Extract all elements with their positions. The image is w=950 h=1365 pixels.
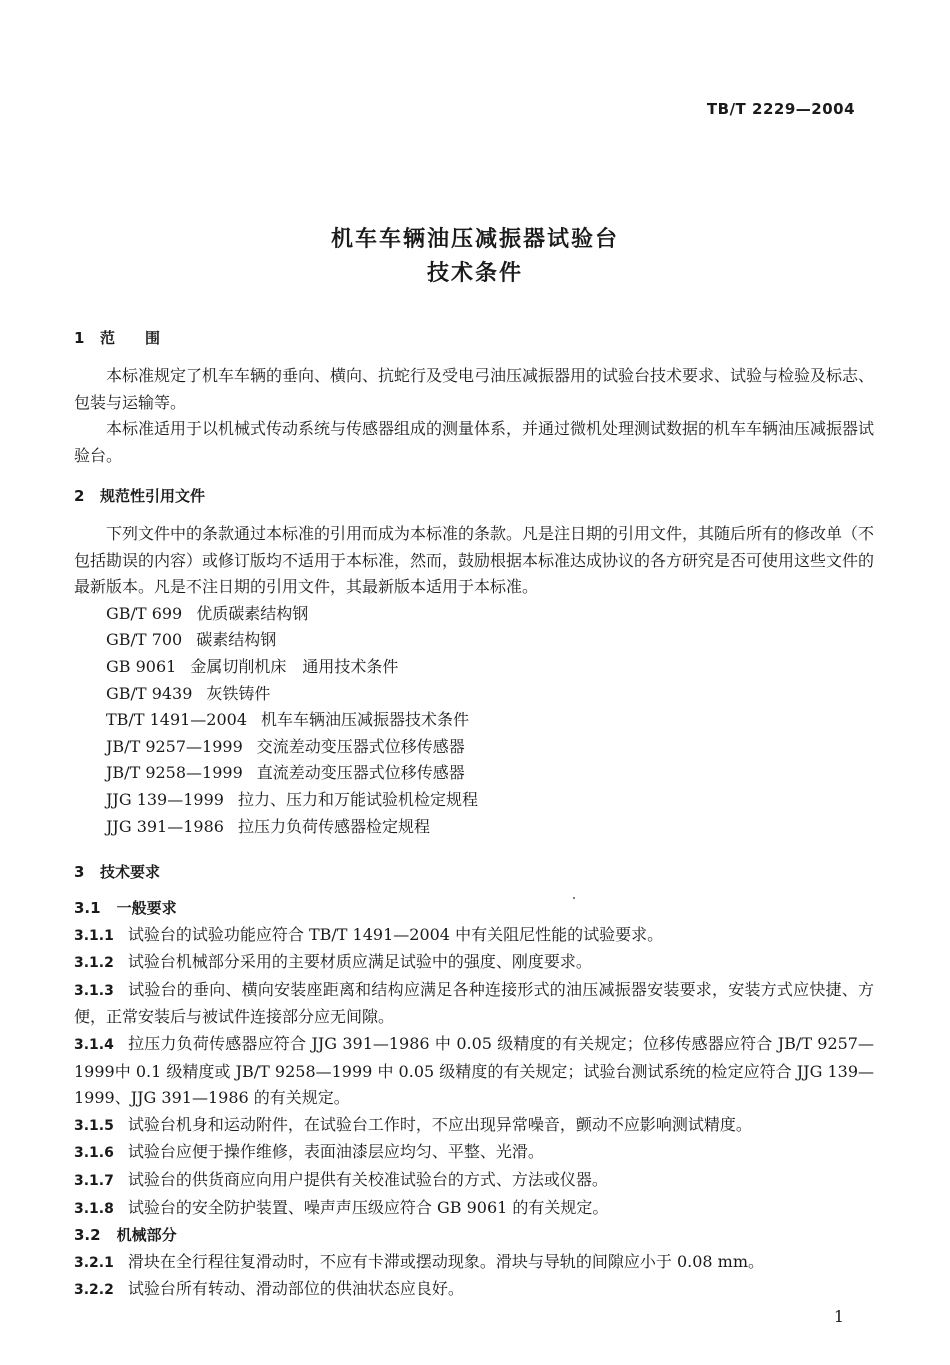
clause-3-1-3: 3.1.3 试验台的垂向、横向安装座距离和结构应满足各种连接形式的油压减振器安装要求，安装方式应快捷、方便，正常安装后与被试件连接部分应无间隙。 [74, 979, 874, 1027]
section-title: 范 围 [100, 329, 161, 347]
clause-3-1-1: 3.1.1 试验台的试验功能应符合 TB/T 1491—2004 中有关阻尼性能的试验要求。 [74, 924, 664, 944]
section-1-paragraph-1: 本标准规定了机车车辆的垂向、横向、抗蛇行及受电弓油压减振器用的试验台技术要求、试验与检验及标志、包装与运输等。 [74, 366, 875, 412]
section-number: 3 [74, 863, 85, 881]
reference-item: TB/T 1491—2004 机车车辆油压减振器技术条件 [106, 710, 470, 730]
page-number: 1 [833, 1307, 844, 1326]
clause-3-1-2: 3.1.2 试验台机械部分采用的主要材质应满足试验中的强度、刚度要求。 [74, 952, 592, 972]
section-number: 2 [74, 487, 85, 505]
reference-item: JB/T 9258—1999 直流差动变压器式位移传感器 [106, 763, 465, 783]
reference-item: GB/T 700 碳素结构钢 [106, 630, 277, 650]
section-2 [74, 483, 874, 840]
section-title: 规范性引用文件 [100, 487, 206, 505]
section-1 [74, 325, 874, 469]
clause-3-2-2: 3.2.2 试验台所有转动、滑动部位的供油状态应良好。 [74, 1279, 464, 1299]
clause-3-1-8: 3.1.8 试验台的安全防护装置、噪声声压级应符合 GB 9061 的有关规定。 [74, 1197, 609, 1217]
section-1-heading [74, 325, 874, 351]
reference-item: JJG 139—1999 拉力、压力和万能试验机检定规程 [106, 789, 478, 809]
clause-3-1-6: 3.1.6 试验台应便于操作维修，表面油漆层应均匀、平整、光滑。 [74, 1142, 544, 1162]
reference-list [74, 601, 874, 840]
document-subtitle: 技术条件 [426, 261, 523, 286]
clause-3-1-4: 3.1.4 拉压力负荷传感器应符合 JJG 391—1986 中 0.05 级精度的有关规定；位移传感器应符合 JB/T 9257—1999中 0.1 级精度或 JB/T 9258—1999 中 0.05 级精度的有关规定；试验台测试系统的检定应符合 JJG 139—1999、JJG 391—1986 的有关规定。 [74, 1033, 874, 1108]
document-title: 机车车辆油压减振器试验台 [330, 227, 619, 252]
clause-3-1-5: 3.1.5 试验台机身和运动附件，在试验台工作时，不应出现异常噪音，颤动不应影响测试精度。 [74, 1114, 752, 1134]
section-2-paragraph-1: 下列文件中的条款通过本标准的引用而成为本标准的条款。凡是注日期的引用文件，其随后所有的修改单（不包括勘误的内容）或修订版均不适用于本标准，然而，鼓励根据本标准达成协议的各方研究是否可使用这些文件的最新版本。凡是不注日期的引用文件，其最新版本适用于本标准。 [74, 524, 875, 597]
standard-code: TB/T 2229—2004 [706, 100, 855, 118]
reference-item: GB 9061 金属切削机床 通用技术条件 [106, 656, 399, 676]
reference-item: GB/T 9439 灰铁铸件 [106, 683, 271, 703]
subsection-3-2-heading: 3.2 机械部分 [74, 1226, 177, 1245]
reference-item: GB/T 699 优质碳素结构钢 [106, 603, 309, 623]
section-3-heading [74, 859, 874, 885]
section-number: 1 [74, 329, 85, 347]
subsection-3-1-heading: 3.1 一般要求 [74, 899, 177, 917]
reference-item: JJG 391—1986 拉压力负荷传感器检定规程 [106, 816, 430, 836]
clause-3-1-7: 3.1.7 试验台的供货商应向用户提供有关校准试验台的方式、方法或仪器。 [74, 1169, 608, 1189]
reference-item: JB/T 9257—1999 交流差动变压器式位移传感器 [106, 736, 465, 756]
section-3 [74, 859, 874, 1304]
section-1-paragraph-2: 本标准适用于以机械式传动系统与传感器组成的测量体系，并通过微机处理测试数据的机车车辆油压减振器试验台。 [74, 419, 875, 465]
clause-3-2-1: 3.2.1 滑块在全行程往复滑动时，不应有卡滞或摆动现象。滑块与导轨的间隙应小于 0.08 mm。 [74, 1251, 765, 1271]
section-title: 技术要求 [100, 863, 161, 881]
section-2-heading [74, 483, 874, 509]
